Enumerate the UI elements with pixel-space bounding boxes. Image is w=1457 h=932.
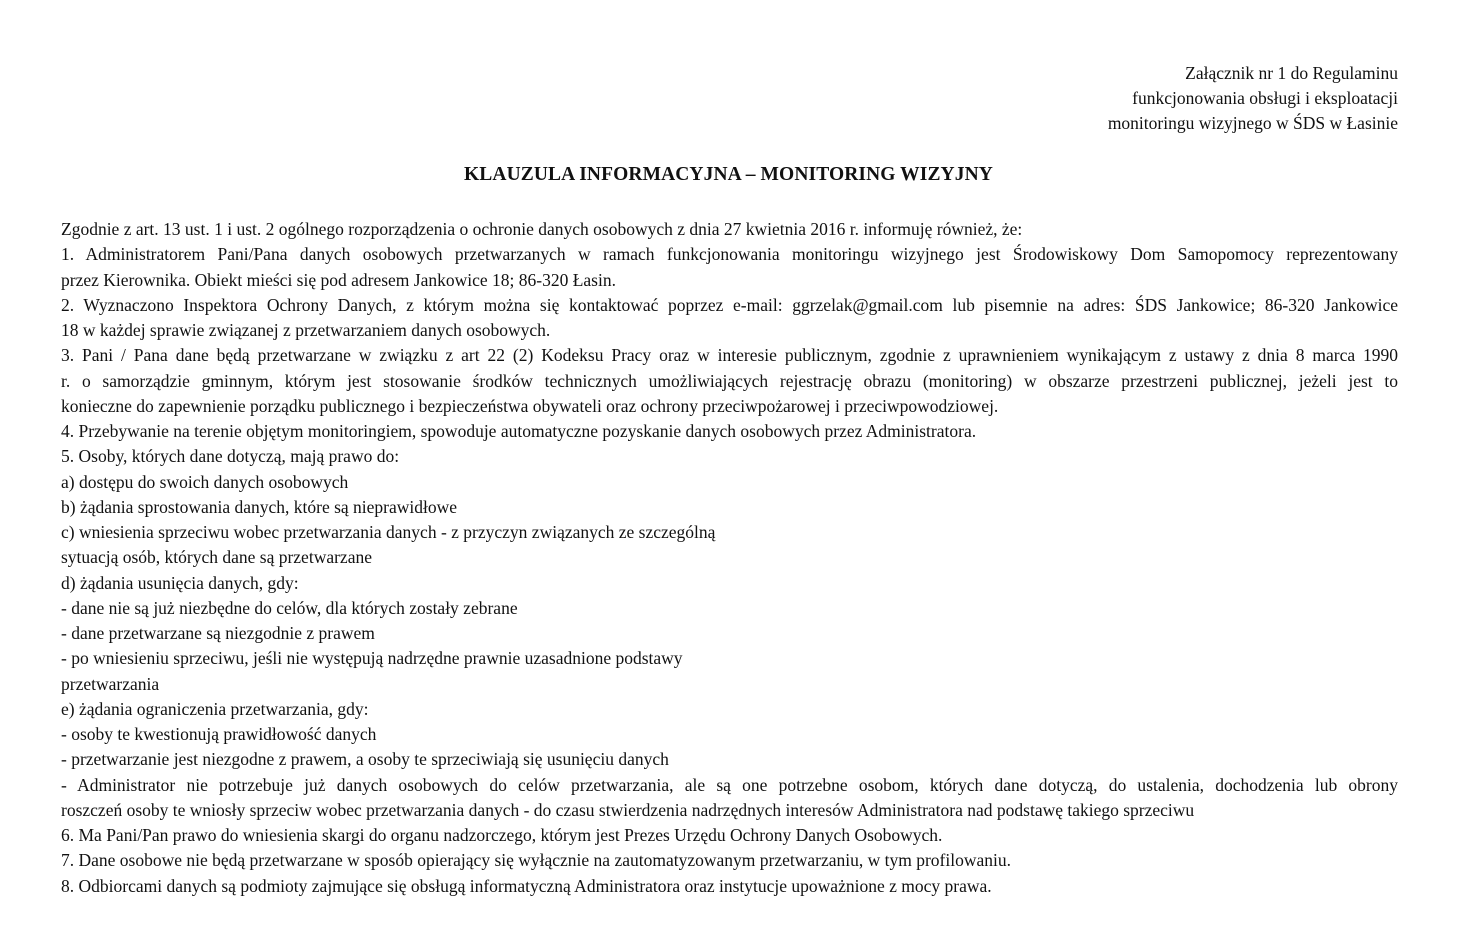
body-line: roszczeń osoby te wniosły sprzeciw wobec przetwarzania danych - do czasu stwierdzenia nadrzędnych interesów Administratora nad podstawę takiego sprzeciwu — [61, 799, 1195, 820]
body-line: - po wniesieniu sprzeciwu, jeśli nie występują nadrzędne prawnie uzasadnione podstawy — [61, 648, 683, 669]
body-line: 3. Pani / Pana dane będą przetwarzane w związku z art 22 (2) Kodeksu Pracy oraz w interesie publicznym, zgodnie z uprawnieniem wynikającym z ustawy z dnia 8 marca 1990 — [61, 345, 1398, 366]
body-line: 2. Wyznaczono Inspektora Ochrony Danych, z którym można się kontaktować poprzez e-mail: ggrzelak@gmail.com lub pisemnie na adres: ŚDS Jankowice; 86-320 Jankowice — [61, 294, 1398, 315]
body-line: r. o samorządzie gminnym, którym jest stosowanie środków technicznych umożliwiających rejestrację obrazu (monitoring) w obszarze przestrzeni publicznej, jeżeli jest to — [61, 370, 1398, 391]
body-line: d) żądania usunięcia danych, gdy: — [61, 572, 299, 593]
body-line: - przetwarzanie jest niezgodne z prawem, a osoby te sprzeciwiają się usunięciu danych — [61, 749, 669, 770]
body-line: - dane przetwarzane są niezgodnie z prawem — [61, 623, 375, 643]
body-line: 5. Osoby, których dane dotyczą, mają prawo do: — [61, 446, 400, 467]
body-line: - osoby te kwestionują prawidłowość danych — [61, 724, 377, 744]
body-line: e) żądania ograniczenia przetwarzania, gdy: — [61, 698, 369, 719]
body-line: sytuacją osób, których dane są przetwarzane — [61, 547, 372, 568]
header-line: monitoringu wizyjnego w ŚDS w Łasinie — [1107, 113, 1398, 133]
header-line: funkcjonowania obsługi i eksploatacji — [1132, 88, 1398, 108]
body-line: 7. Dane osobowe nie będą przetwarzane w sposób opierający się wyłącznie na zautomatyzowanym przetwarzaniu, w tym profilowaniu. — [61, 850, 1011, 871]
document-title: KLAUZULA INFORMACYJNA – MONITORING WIZYJNY — [464, 164, 993, 185]
body-line: konieczne do zapewnienie porządku publicznego i bezpieczeństwa obywateli oraz ochrony przeciwpożarowej i przeciwpowodziowej. — [61, 395, 999, 416]
body-line: - Administrator nie potrzebuje już danych osobowych do celów przetwarzania, ale są one potrzebne osobom, których dane dotyczą, do ustalenia, dochodzenia lub obrony — [61, 774, 1398, 795]
body-line: - dane nie są już niezbędne do celów, dla których zostały zebrane — [61, 597, 518, 618]
document-body — [61, 217, 1398, 899]
body-line: 6. Ma Pani/Pan prawo do wniesienia skargi do organu nadzorczego, którym jest Prezes Urzędu Ochrony Danych Osobowych. — [61, 825, 943, 845]
body-line: przez Kierownika. Obiekt mieści się pod adresem Jankowice 18; 86-320 Łasin. — [61, 269, 616, 290]
body-line: przetwarzania — [61, 673, 160, 694]
body-line: 8. Odbiorcami danych są podmioty zajmujące się obsługą informatyczną Administratora oraz instytucje upoważnione z mocy prawa. — [61, 875, 992, 896]
body-line: Zgodnie z art. 13 ust. 1 i ust. 2 ogólnego rozporządzenia o ochronie danych osobowych z dnia 27 kwietnia 2016 r. informuję również, że: — [61, 219, 1023, 239]
attachment-header — [1108, 61, 1398, 136]
body-line: c) wniesienia sprzeciwu wobec przetwarzania danych - z przyczyn związanych ze szczególną — [61, 522, 716, 542]
body-line: 1. Administratorem Pani/Pana danych osobowych przetwarzanych w ramach funkcjonowania monitoringu wizyjnego jest Środowiskowy Dom Samopomocy reprezentowany — [61, 244, 1398, 265]
header-line: Załącznik nr 1 do Regulaminu — [1185, 63, 1398, 83]
body-line: 4. Przebywanie na terenie objętym monitoringiem, spowoduje automatyczne pozyskanie danych osobowych przez Administratora. — [61, 421, 977, 441]
body-line: b) żądania sprostowania danych, które są nieprawidłowe — [61, 496, 458, 517]
body-line: a) dostępu do swoich danych osobowych — [61, 471, 349, 492]
body-line: 18 w każdej sprawie związanej z przetwarzaniem danych osobowych. — [61, 320, 551, 340]
